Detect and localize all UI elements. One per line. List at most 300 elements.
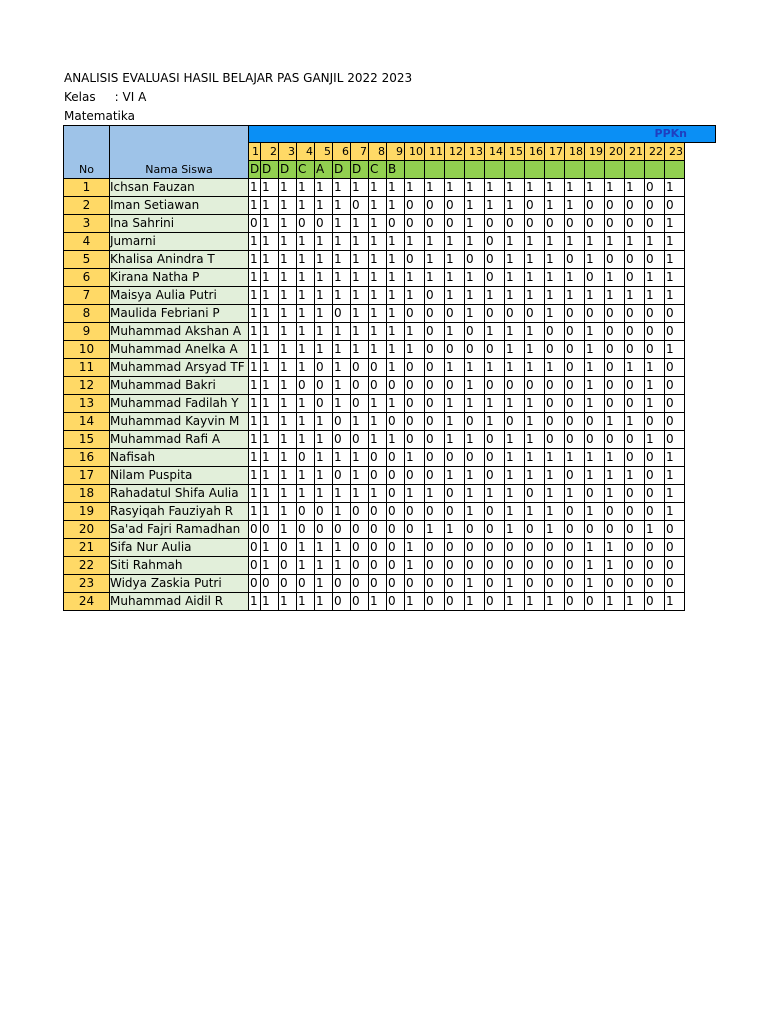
student-number[interactable]: 2 bbox=[64, 197, 110, 215]
answer-score-cell[interactable]: 1 bbox=[333, 485, 351, 503]
answer-score-cell[interactable]: 0 bbox=[425, 575, 445, 593]
answer-score-cell[interactable]: 1 bbox=[387, 341, 405, 359]
answer-score-cell[interactable]: 1 bbox=[405, 593, 425, 611]
answer-score-cell[interactable]: 1 bbox=[261, 593, 279, 611]
answer-score-cell[interactable]: 0 bbox=[605, 503, 625, 521]
answer-score-cell[interactable]: 0 bbox=[645, 179, 665, 197]
answer-score-cell[interactable]: 1 bbox=[525, 467, 545, 485]
answer-score-cell[interactable]: 0 bbox=[605, 323, 625, 341]
answer-score-cell[interactable]: 0 bbox=[445, 197, 465, 215]
answer-score-cell[interactable]: 1 bbox=[261, 215, 279, 233]
answer-score-cell[interactable]: 0 bbox=[545, 413, 565, 431]
answer-score-cell[interactable]: 1 bbox=[279, 413, 297, 431]
answer-score-cell[interactable]: 1 bbox=[279, 323, 297, 341]
answer-score-cell[interactable]: 0 bbox=[297, 377, 315, 395]
answer-score-cell[interactable]: 0 bbox=[645, 341, 665, 359]
student-name[interactable] bbox=[110, 251, 249, 269]
answer-score-cell[interactable]: 1 bbox=[249, 197, 261, 215]
answer-score-cell[interactable]: 0 bbox=[665, 197, 685, 215]
student-number[interactable]: 8 bbox=[64, 305, 110, 323]
answer-score-cell[interactable]: 0 bbox=[625, 395, 645, 413]
answer-score-cell[interactable]: 1 bbox=[505, 467, 525, 485]
answer-score-cell[interactable]: 0 bbox=[425, 341, 445, 359]
answer-score-cell[interactable]: 1 bbox=[445, 233, 465, 251]
answer-score-cell[interactable]: 0 bbox=[485, 305, 505, 323]
answer-score-cell[interactable]: 0 bbox=[585, 413, 605, 431]
answer-score-cell[interactable]: 0 bbox=[485, 449, 505, 467]
answer-score-cell[interactable]: 1 bbox=[351, 341, 369, 359]
answer-score-cell[interactable]: 1 bbox=[665, 485, 685, 503]
answer-score-cell[interactable]: 1 bbox=[333, 359, 351, 377]
answer-score-cell[interactable]: 1 bbox=[315, 557, 333, 575]
answer-score-cell[interactable]: 0 bbox=[585, 485, 605, 503]
answer-score-cell[interactable]: 1 bbox=[665, 215, 685, 233]
answer-score-cell[interactable]: 1 bbox=[465, 233, 485, 251]
answer-score-cell[interactable]: 1 bbox=[605, 485, 625, 503]
answer-score-cell[interactable]: 1 bbox=[525, 287, 545, 305]
answer-score-cell[interactable]: 1 bbox=[297, 287, 315, 305]
answer-score-cell[interactable]: 0 bbox=[405, 503, 425, 521]
answer-score-cell[interactable]: 1 bbox=[545, 197, 565, 215]
student-name[interactable] bbox=[110, 539, 249, 557]
answer-score-cell[interactable]: 1 bbox=[465, 359, 485, 377]
answer-score-cell[interactable]: 1 bbox=[333, 323, 351, 341]
answer-score-cell[interactable]: 1 bbox=[525, 395, 545, 413]
student-name[interactable] bbox=[110, 449, 249, 467]
answer-score-cell[interactable]: 1 bbox=[351, 467, 369, 485]
answer-score-cell[interactable]: 1 bbox=[605, 179, 625, 197]
answer-score-cell[interactable]: 1 bbox=[505, 593, 525, 611]
answer-score-cell[interactable]: 1 bbox=[279, 305, 297, 323]
answer-score-cell[interactable]: 0 bbox=[605, 521, 625, 539]
answer-score-cell[interactable]: 1 bbox=[351, 449, 369, 467]
answer-score-cell[interactable]: 0 bbox=[565, 341, 585, 359]
student-name[interactable] bbox=[110, 575, 249, 593]
answer-score-cell[interactable]: 1 bbox=[645, 233, 665, 251]
answer-score-cell[interactable]: 1 bbox=[279, 269, 297, 287]
answer-score-cell[interactable]: 1 bbox=[351, 179, 369, 197]
student-number[interactable]: 19 bbox=[64, 503, 110, 521]
answer-score-cell[interactable]: 0 bbox=[565, 575, 585, 593]
answer-score-cell[interactable]: 0 bbox=[405, 413, 425, 431]
answer-score-cell[interactable]: 0 bbox=[485, 233, 505, 251]
answer-score-cell[interactable]: 0 bbox=[465, 557, 485, 575]
answer-score-cell[interactable]: 1 bbox=[645, 269, 665, 287]
answer-score-cell[interactable]: 0 bbox=[315, 359, 333, 377]
answer-score-cell[interactable]: 0 bbox=[369, 377, 387, 395]
answer-score-cell[interactable]: 1 bbox=[505, 179, 525, 197]
answer-score-cell[interactable]: 1 bbox=[445, 521, 465, 539]
answer-score-cell[interactable]: 1 bbox=[315, 233, 333, 251]
answer-score-cell[interactable]: 1 bbox=[605, 233, 625, 251]
answer-score-cell[interactable]: 0 bbox=[665, 305, 685, 323]
answer-score-cell[interactable]: 1 bbox=[565, 197, 585, 215]
answer-score-cell[interactable]: 0 bbox=[351, 359, 369, 377]
student-name[interactable] bbox=[110, 467, 249, 485]
answer-score-cell[interactable]: 1 bbox=[369, 593, 387, 611]
answer-score-cell[interactable]: 1 bbox=[249, 485, 261, 503]
student-number[interactable]: 21 bbox=[64, 539, 110, 557]
answer-score-cell[interactable]: 0 bbox=[645, 539, 665, 557]
answer-score-cell[interactable]: 1 bbox=[333, 395, 351, 413]
answer-score-cell[interactable]: 1 bbox=[425, 485, 445, 503]
answer-score-cell[interactable]: 1 bbox=[585, 287, 605, 305]
answer-score-cell[interactable]: 1 bbox=[425, 233, 445, 251]
answer-score-cell[interactable]: 0 bbox=[485, 575, 505, 593]
answer-score-cell[interactable]: 1 bbox=[605, 467, 625, 485]
answer-score-cell[interactable]: 1 bbox=[261, 197, 279, 215]
answer-score-cell[interactable]: 0 bbox=[665, 539, 685, 557]
answer-score-cell[interactable]: 1 bbox=[351, 287, 369, 305]
answer-score-cell[interactable]: 1 bbox=[369, 197, 387, 215]
answer-score-cell[interactable]: 1 bbox=[249, 233, 261, 251]
answer-score-cell[interactable]: 1 bbox=[405, 557, 425, 575]
answer-score-cell[interactable]: 1 bbox=[369, 233, 387, 251]
answer-score-cell[interactable]: 1 bbox=[645, 359, 665, 377]
answer-score-cell[interactable]: 0 bbox=[405, 251, 425, 269]
answer-score-cell[interactable]: 1 bbox=[605, 593, 625, 611]
answer-score-cell[interactable]: 1 bbox=[351, 323, 369, 341]
answer-score-cell[interactable]: 0 bbox=[545, 377, 565, 395]
student-number[interactable]: 4 bbox=[64, 233, 110, 251]
answer-score-cell[interactable]: 0 bbox=[565, 323, 585, 341]
student-number[interactable]: 1 bbox=[64, 179, 110, 197]
answer-score-cell[interactable]: 1 bbox=[333, 179, 351, 197]
answer-score-cell[interactable]: 1 bbox=[387, 197, 405, 215]
answer-score-cell[interactable]: 0 bbox=[665, 557, 685, 575]
answer-score-cell[interactable]: 0 bbox=[625, 377, 645, 395]
answer-score-cell[interactable]: 0 bbox=[625, 431, 645, 449]
answer-score-cell[interactable]: 1 bbox=[333, 449, 351, 467]
answer-score-cell[interactable]: 1 bbox=[279, 503, 297, 521]
answer-score-cell[interactable]: 1 bbox=[665, 179, 685, 197]
answer-score-cell[interactable]: 0 bbox=[625, 341, 645, 359]
answer-score-cell[interactable]: 1 bbox=[525, 431, 545, 449]
answer-score-cell[interactable]: 1 bbox=[545, 503, 565, 521]
answer-score-cell[interactable]: 1 bbox=[585, 539, 605, 557]
answer-score-cell[interactable]: 0 bbox=[625, 197, 645, 215]
answer-score-cell[interactable]: 1 bbox=[505, 395, 525, 413]
answer-score-cell[interactable]: 0 bbox=[605, 341, 625, 359]
answer-score-cell[interactable]: 1 bbox=[387, 359, 405, 377]
answer-score-cell[interactable]: 0 bbox=[333, 305, 351, 323]
answer-score-cell[interactable]: 0 bbox=[505, 305, 525, 323]
answer-score-cell[interactable]: 1 bbox=[315, 539, 333, 557]
answer-score-cell[interactable]: 1 bbox=[505, 359, 525, 377]
answer-score-cell[interactable]: 0 bbox=[565, 503, 585, 521]
answer-score-cell[interactable]: 1 bbox=[525, 503, 545, 521]
answer-score-cell[interactable]: 1 bbox=[465, 269, 485, 287]
student-number[interactable]: 17 bbox=[64, 467, 110, 485]
answer-score-cell[interactable]: 1 bbox=[249, 305, 261, 323]
answer-score-cell[interactable]: 0 bbox=[505, 413, 525, 431]
answer-score-cell[interactable]: 1 bbox=[261, 359, 279, 377]
answer-score-cell[interactable]: 0 bbox=[625, 215, 645, 233]
answer-score-cell[interactable]: 0 bbox=[297, 521, 315, 539]
answer-score-cell[interactable]: 1 bbox=[249, 503, 261, 521]
answer-score-cell[interactable]: 0 bbox=[425, 377, 445, 395]
answer-score-cell[interactable]: 0 bbox=[297, 503, 315, 521]
answer-score-cell[interactable]: 1 bbox=[525, 179, 545, 197]
answer-score-cell[interactable]: 1 bbox=[405, 287, 425, 305]
answer-score-cell[interactable]: 0 bbox=[315, 395, 333, 413]
answer-score-cell[interactable]: 1 bbox=[249, 359, 261, 377]
answer-score-cell[interactable]: 1 bbox=[369, 179, 387, 197]
answer-score-cell[interactable]: 1 bbox=[261, 431, 279, 449]
answer-score-cell[interactable]: 1 bbox=[545, 305, 565, 323]
answer-score-cell[interactable]: 1 bbox=[505, 251, 525, 269]
answer-score-cell[interactable]: 0 bbox=[425, 305, 445, 323]
answer-score-cell[interactable]: 1 bbox=[445, 359, 465, 377]
answer-score-cell[interactable]: 1 bbox=[279, 197, 297, 215]
answer-score-cell[interactable]: 1 bbox=[665, 341, 685, 359]
student-name[interactable] bbox=[110, 197, 249, 215]
answer-score-cell[interactable]: 1 bbox=[465, 575, 485, 593]
answer-score-cell[interactable]: 0 bbox=[315, 215, 333, 233]
answer-score-cell[interactable]: 1 bbox=[351, 251, 369, 269]
answer-score-cell[interactable]: 1 bbox=[485, 395, 505, 413]
student-name[interactable] bbox=[110, 395, 249, 413]
answer-score-cell[interactable]: 0 bbox=[425, 503, 445, 521]
answer-score-cell[interactable]: 1 bbox=[425, 179, 445, 197]
answer-score-cell[interactable]: 1 bbox=[405, 539, 425, 557]
answer-score-cell[interactable]: 1 bbox=[387, 323, 405, 341]
answer-score-cell[interactable]: 1 bbox=[315, 197, 333, 215]
student-number[interactable]: 5 bbox=[64, 251, 110, 269]
answer-score-cell[interactable]: 1 bbox=[565, 449, 585, 467]
answer-score-cell[interactable]: 0 bbox=[645, 413, 665, 431]
answer-score-cell[interactable]: 1 bbox=[261, 179, 279, 197]
answer-score-cell[interactable]: 1 bbox=[545, 467, 565, 485]
answer-score-cell[interactable]: 0 bbox=[645, 575, 665, 593]
answer-score-cell[interactable]: 1 bbox=[297, 341, 315, 359]
answer-score-cell[interactable]: 1 bbox=[369, 305, 387, 323]
answer-score-cell[interactable]: 0 bbox=[249, 557, 261, 575]
answer-score-cell[interactable]: 1 bbox=[333, 341, 351, 359]
answer-score-cell[interactable]: 1 bbox=[315, 467, 333, 485]
answer-score-cell[interactable]: 1 bbox=[387, 251, 405, 269]
answer-score-cell[interactable]: 1 bbox=[465, 287, 485, 305]
answer-score-cell[interactable]: 0 bbox=[665, 323, 685, 341]
answer-score-cell[interactable]: 1 bbox=[333, 287, 351, 305]
answer-score-cell[interactable]: 1 bbox=[279, 449, 297, 467]
answer-score-cell[interactable]: 1 bbox=[333, 215, 351, 233]
answer-score-cell[interactable]: 0 bbox=[445, 539, 465, 557]
answer-score-cell[interactable]: 0 bbox=[605, 305, 625, 323]
answer-score-cell[interactable]: 1 bbox=[315, 323, 333, 341]
answer-score-cell[interactable]: 1 bbox=[505, 521, 525, 539]
answer-score-cell[interactable]: 1 bbox=[445, 179, 465, 197]
answer-score-cell[interactable]: 1 bbox=[545, 521, 565, 539]
answer-score-cell[interactable]: 1 bbox=[525, 251, 545, 269]
answer-score-cell[interactable]: 1 bbox=[369, 395, 387, 413]
answer-score-cell[interactable]: 1 bbox=[297, 395, 315, 413]
answer-score-cell[interactable]: 0 bbox=[333, 521, 351, 539]
answer-score-cell[interactable]: 1 bbox=[585, 557, 605, 575]
answer-score-cell[interactable]: 1 bbox=[369, 413, 387, 431]
answer-score-cell[interactable]: 1 bbox=[315, 449, 333, 467]
answer-score-cell[interactable]: 1 bbox=[315, 575, 333, 593]
answer-score-cell[interactable]: 1 bbox=[505, 269, 525, 287]
answer-score-cell[interactable]: 1 bbox=[485, 197, 505, 215]
answer-score-cell[interactable]: 0 bbox=[645, 215, 665, 233]
answer-score-cell[interactable]: 1 bbox=[249, 413, 261, 431]
answer-score-cell[interactable]: 1 bbox=[565, 233, 585, 251]
answer-score-cell[interactable]: 1 bbox=[605, 539, 625, 557]
answer-score-cell[interactable]: 1 bbox=[333, 377, 351, 395]
answer-score-cell[interactable]: 0 bbox=[465, 521, 485, 539]
answer-score-cell[interactable]: 0 bbox=[425, 197, 445, 215]
answer-score-cell[interactable]: 0 bbox=[525, 557, 545, 575]
answer-score-cell[interactable]: 0 bbox=[387, 449, 405, 467]
answer-score-cell[interactable]: 0 bbox=[425, 395, 445, 413]
answer-score-cell[interactable]: 1 bbox=[645, 521, 665, 539]
answer-score-cell[interactable]: 0 bbox=[405, 305, 425, 323]
answer-score-cell[interactable]: 0 bbox=[279, 539, 297, 557]
answer-score-cell[interactable]: 1 bbox=[315, 179, 333, 197]
answer-score-cell[interactable]: 0 bbox=[605, 431, 625, 449]
answer-score-cell[interactable]: 1 bbox=[387, 305, 405, 323]
answer-score-cell[interactable]: 1 bbox=[405, 449, 425, 467]
answer-score-cell[interactable]: 0 bbox=[585, 593, 605, 611]
answer-score-cell[interactable]: 0 bbox=[525, 215, 545, 233]
answer-score-cell[interactable]: 0 bbox=[351, 503, 369, 521]
answer-score-cell[interactable]: 1 bbox=[351, 215, 369, 233]
answer-score-cell[interactable]: 1 bbox=[565, 269, 585, 287]
answer-score-cell[interactable]: 1 bbox=[369, 323, 387, 341]
answer-score-cell[interactable]: 1 bbox=[249, 323, 261, 341]
answer-score-cell[interactable]: 0 bbox=[545, 431, 565, 449]
answer-score-cell[interactable]: 1 bbox=[249, 449, 261, 467]
answer-score-cell[interactable]: 0 bbox=[625, 503, 645, 521]
answer-score-cell[interactable]: 1 bbox=[405, 323, 425, 341]
answer-score-cell[interactable]: 0 bbox=[261, 521, 279, 539]
answer-score-cell[interactable]: 0 bbox=[625, 251, 645, 269]
answer-score-cell[interactable]: 1 bbox=[279, 395, 297, 413]
answer-score-cell[interactable]: 1 bbox=[387, 233, 405, 251]
answer-score-cell[interactable]: 1 bbox=[545, 449, 565, 467]
answer-score-cell[interactable]: 1 bbox=[249, 467, 261, 485]
student-name[interactable] bbox=[110, 521, 249, 539]
answer-score-cell[interactable]: 0 bbox=[261, 575, 279, 593]
answer-score-cell[interactable]: 1 bbox=[279, 485, 297, 503]
answer-score-cell[interactable]: 0 bbox=[387, 575, 405, 593]
answer-score-cell[interactable]: 0 bbox=[425, 323, 445, 341]
answer-score-cell[interactable]: 1 bbox=[333, 233, 351, 251]
answer-score-cell[interactable]: 0 bbox=[425, 467, 445, 485]
answer-score-cell[interactable]: 0 bbox=[405, 215, 425, 233]
answer-score-cell[interactable]: 1 bbox=[315, 485, 333, 503]
answer-score-cell[interactable]: 0 bbox=[405, 359, 425, 377]
student-name[interactable] bbox=[110, 287, 249, 305]
student-number[interactable]: 11 bbox=[64, 359, 110, 377]
answer-score-cell[interactable]: 0 bbox=[387, 215, 405, 233]
answer-score-cell[interactable]: 1 bbox=[351, 413, 369, 431]
answer-score-cell[interactable]: 0 bbox=[279, 575, 297, 593]
answer-score-cell[interactable]: 1 bbox=[279, 431, 297, 449]
answer-score-cell[interactable]: 1 bbox=[545, 593, 565, 611]
answer-score-cell[interactable]: 1 bbox=[445, 323, 465, 341]
answer-score-cell[interactable]: 0 bbox=[625, 485, 645, 503]
answer-score-cell[interactable]: 1 bbox=[405, 341, 425, 359]
student-name[interactable] bbox=[110, 557, 249, 575]
answer-score-cell[interactable]: 0 bbox=[665, 431, 685, 449]
answer-score-cell[interactable]: 0 bbox=[485, 593, 505, 611]
student-name[interactable] bbox=[110, 323, 249, 341]
student-number[interactable]: 7 bbox=[64, 287, 110, 305]
answer-score-cell[interactable]: 0 bbox=[445, 485, 465, 503]
answer-score-cell[interactable]: 1 bbox=[261, 539, 279, 557]
answer-score-cell[interactable]: 1 bbox=[279, 341, 297, 359]
answer-score-cell[interactable]: 1 bbox=[605, 269, 625, 287]
answer-score-cell[interactable]: 0 bbox=[465, 341, 485, 359]
answer-score-cell[interactable]: 0 bbox=[465, 323, 485, 341]
answer-score-cell[interactable]: 1 bbox=[279, 287, 297, 305]
answer-score-cell[interactable]: 0 bbox=[333, 575, 351, 593]
answer-score-cell[interactable]: 1 bbox=[445, 395, 465, 413]
answer-score-cell[interactable]: 1 bbox=[465, 503, 485, 521]
answer-score-cell[interactable]: 0 bbox=[369, 467, 387, 485]
answer-score-cell[interactable]: 1 bbox=[665, 251, 685, 269]
answer-score-cell[interactable]: 0 bbox=[565, 395, 585, 413]
answer-score-cell[interactable]: 1 bbox=[505, 341, 525, 359]
answer-score-cell[interactable]: 1 bbox=[351, 233, 369, 251]
answer-score-cell[interactable]: 0 bbox=[351, 197, 369, 215]
answer-score-cell[interactable]: 1 bbox=[387, 179, 405, 197]
answer-score-cell[interactable]: 1 bbox=[279, 215, 297, 233]
answer-score-cell[interactable]: 1 bbox=[387, 431, 405, 449]
answer-score-cell[interactable]: 1 bbox=[465, 431, 485, 449]
answer-score-cell[interactable]: 1 bbox=[249, 179, 261, 197]
student-name[interactable] bbox=[110, 377, 249, 395]
answer-score-cell[interactable]: 0 bbox=[645, 467, 665, 485]
answer-score-cell[interactable]: 1 bbox=[261, 341, 279, 359]
answer-score-cell[interactable]: 0 bbox=[387, 485, 405, 503]
answer-score-cell[interactable]: 0 bbox=[485, 431, 505, 449]
answer-score-cell[interactable]: 1 bbox=[369, 287, 387, 305]
answer-score-cell[interactable]: 1 bbox=[645, 395, 665, 413]
answer-score-cell[interactable]: 1 bbox=[445, 287, 465, 305]
student-number[interactable]: 20 bbox=[64, 521, 110, 539]
answer-score-cell[interactable]: 0 bbox=[625, 305, 645, 323]
answer-score-cell[interactable]: 1 bbox=[505, 485, 525, 503]
answer-score-cell[interactable]: 1 bbox=[333, 557, 351, 575]
answer-score-cell[interactable]: 0 bbox=[545, 395, 565, 413]
answer-score-cell[interactable]: 1 bbox=[279, 377, 297, 395]
answer-score-cell[interactable]: 1 bbox=[249, 593, 261, 611]
answer-score-cell[interactable]: 0 bbox=[585, 431, 605, 449]
answer-score-cell[interactable]: 1 bbox=[645, 431, 665, 449]
answer-score-cell[interactable]: 1 bbox=[465, 377, 485, 395]
answer-score-cell[interactable]: 1 bbox=[465, 395, 485, 413]
answer-score-cell[interactable]: 0 bbox=[425, 449, 445, 467]
answer-score-cell[interactable]: 1 bbox=[333, 503, 351, 521]
student-number[interactable]: 16 bbox=[64, 449, 110, 467]
answer-score-cell[interactable]: 1 bbox=[465, 485, 485, 503]
answer-score-cell[interactable]: 1 bbox=[445, 413, 465, 431]
answer-score-cell[interactable]: 0 bbox=[465, 449, 485, 467]
answer-score-cell[interactable]: 1 bbox=[425, 269, 445, 287]
answer-score-cell[interactable]: 0 bbox=[545, 323, 565, 341]
answer-score-cell[interactable]: 1 bbox=[445, 269, 465, 287]
answer-score-cell[interactable]: 1 bbox=[387, 269, 405, 287]
answer-score-cell[interactable]: 1 bbox=[465, 215, 485, 233]
answer-score-cell[interactable]: 1 bbox=[505, 503, 525, 521]
answer-score-cell[interactable]: 0 bbox=[387, 413, 405, 431]
student-number[interactable]: 15 bbox=[64, 431, 110, 449]
answer-score-cell[interactable]: 1 bbox=[585, 179, 605, 197]
answer-score-cell[interactable]: 0 bbox=[405, 431, 425, 449]
